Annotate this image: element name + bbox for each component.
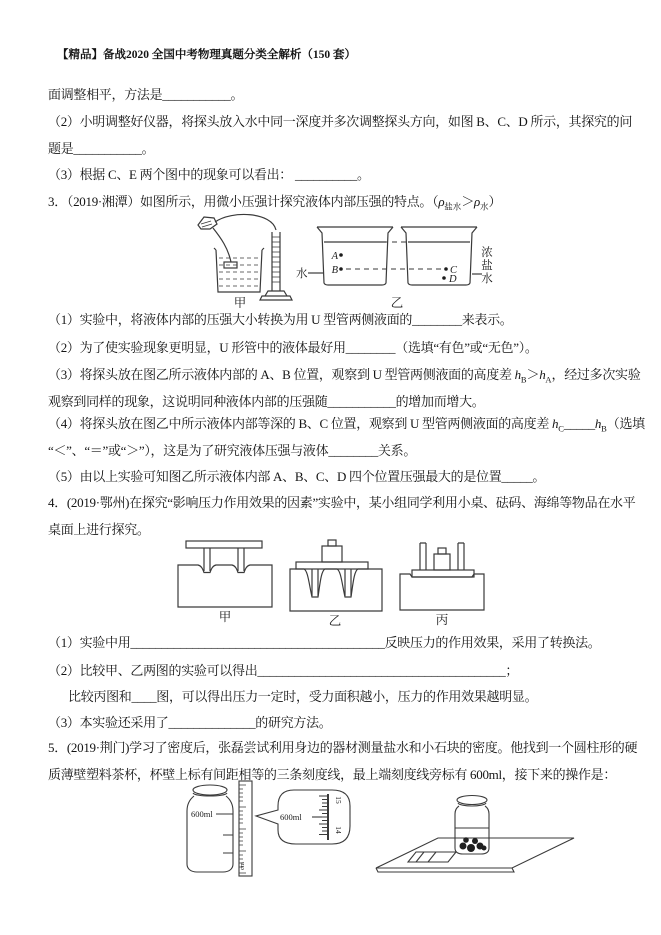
point-a-dot bbox=[339, 253, 343, 257]
ruler bbox=[239, 781, 252, 876]
pebbles bbox=[460, 837, 487, 852]
table-top-bing bbox=[412, 570, 474, 577]
manometer-scale-ticks bbox=[272, 237, 280, 282]
item-text: （选填 bbox=[606, 416, 645, 431]
paper-on-board bbox=[408, 852, 456, 862]
point-d-dot bbox=[442, 276, 446, 280]
table-top-jia bbox=[186, 541, 262, 548]
ruler-unit-label: cm bbox=[239, 862, 246, 870]
item-text: （3）将探头放在图乙所示液体内部的 A、B 位置，观察到 U 型管两侧液面的高度差 bbox=[48, 367, 515, 382]
brine-label-char3: 水 bbox=[481, 273, 493, 285]
hose-top bbox=[215, 214, 276, 230]
sponge-bing bbox=[400, 574, 484, 610]
cup-volume-label: 600ml bbox=[191, 809, 213, 819]
ruler-reading-14: 14 bbox=[334, 826, 343, 834]
height-subscript-b: B bbox=[601, 423, 607, 434]
beaker-brine bbox=[401, 227, 477, 285]
fill-in-blank: _____ bbox=[563, 416, 595, 431]
item-text: （4）将探头放在图乙中所示液体内部等深的 B、C 位置，观察到 U 型管两侧液面的高度差 bbox=[48, 416, 552, 431]
rho-symbol: ρ bbox=[438, 194, 445, 209]
question3-item2: （2）为了使实验现象更明显，U 形管中的液体最好用________（选填“有色”或“无色”）。 bbox=[48, 340, 538, 355]
point-b-dot bbox=[339, 267, 343, 271]
beaker-jia bbox=[214, 248, 264, 292]
manometer-group bbox=[198, 214, 292, 300]
question4-stem-line1: 4．(2019·鄂州)在探究“影响压力作用效果的因素”实验中，某小组同学利用小桌、砝码、海绵等物品在水平 bbox=[48, 495, 636, 510]
label-yi: 乙 bbox=[390, 296, 404, 308]
rho-symbol: ρ bbox=[474, 194, 480, 209]
label-jia: 甲 bbox=[218, 610, 232, 624]
point-a-label: A bbox=[331, 251, 338, 262]
table-top-yi bbox=[296, 562, 368, 569]
label-jia: 甲 bbox=[233, 296, 247, 308]
cup-body bbox=[187, 796, 233, 872]
jar-lid bbox=[457, 796, 487, 805]
question3-item3-line2: 观察到同样的现象，这说明同种液体内部的压强随___________的增加而增大。 bbox=[48, 394, 485, 409]
brine-label-char1: 浓 bbox=[481, 247, 493, 259]
figure-q3-pressure-gauge bbox=[188, 212, 510, 308]
question3-item4-line1 bbox=[48, 413, 645, 434]
hand-fingers bbox=[201, 221, 212, 227]
question3-stem bbox=[48, 191, 501, 213]
point-c-dot bbox=[444, 267, 448, 271]
sponge-yi bbox=[290, 569, 382, 611]
comparison-sign: ＞ bbox=[461, 194, 475, 209]
height-subscript-c: C bbox=[558, 423, 564, 434]
weight-body-yi bbox=[322, 546, 342, 562]
document-header-title: 【精品】备战2020 全国中考物理真题分类全解析（150 套） bbox=[57, 49, 356, 61]
rho-subscript-water: 水 bbox=[479, 201, 489, 212]
question4-item1: （1）实验中用_________________________________________反映压力的作用效果，采用了转换法。 bbox=[48, 635, 601, 650]
figure-q4-pressure-effect bbox=[172, 538, 496, 632]
question4-item3: （3）本实验还采用了______________的研究方法。 bbox=[48, 715, 332, 730]
ruler-reading-15: 15 bbox=[334, 796, 343, 804]
question3-item3-line1 bbox=[48, 364, 640, 385]
question3-item1: （1）实验中，将液体内部的压强大小转换为用 U 型管两侧液面的________来表示。 bbox=[48, 312, 513, 327]
height-subscript-b: B bbox=[520, 374, 527, 385]
weight-knob-yi bbox=[328, 540, 336, 546]
table-legs-yi bbox=[312, 569, 351, 596]
height-symbol: h bbox=[594, 416, 602, 431]
question4-item2-line1: （2）比较甲、乙两图的实验可以得出________________________________________； bbox=[48, 663, 519, 678]
weight-body-bing bbox=[434, 554, 450, 570]
label-yi: 乙 bbox=[328, 614, 342, 628]
sponge-jia bbox=[178, 565, 272, 607]
figure-q5-density-setup bbox=[178, 780, 582, 884]
question2-item3: （3）根据 C、E 两个图中的现象可以看出： __________。 bbox=[48, 167, 370, 182]
hand-icon bbox=[198, 217, 217, 229]
question2-item2-line2: 题是___________。 bbox=[48, 141, 155, 156]
cup-lid bbox=[193, 785, 227, 795]
label-bing: 丙 bbox=[435, 613, 449, 627]
height-symbol: h bbox=[514, 367, 521, 382]
question2-item2-line1: （2）小明调整好仪器，将探头放入水中同一深度并多次调整探头方向，如图 B、C、D 所示，其探究的问 bbox=[48, 114, 633, 129]
question4-stem-line2: 桌面上进行探究。 bbox=[48, 522, 150, 537]
point-d-label: D bbox=[449, 274, 457, 285]
point-c-label: C bbox=[450, 265, 458, 276]
question3-item4-line2: “＜”、“＝”或“＞”），这是为了研究液体压强与液体________关系。 bbox=[48, 443, 417, 458]
weight-knob-bing bbox=[438, 548, 446, 554]
table-legs-up-bing bbox=[420, 543, 464, 570]
question4-item2-line2: 比较丙图和____图，可以得出压力一定时，受力面积越小，压力的作用效果越明显。 bbox=[68, 689, 538, 704]
item-text: ，经过多次实验 bbox=[551, 367, 641, 382]
brine-label-char2: 盐 bbox=[481, 260, 493, 272]
rho-subscript-brine: 盐水 bbox=[444, 201, 462, 212]
height-subscript-a: A bbox=[545, 374, 552, 385]
manometer-stand-base bbox=[260, 291, 292, 300]
beaker-water bbox=[317, 227, 393, 285]
ruler-ticks bbox=[239, 785, 246, 873]
callout-volume-label: 600ml bbox=[280, 812, 302, 822]
question5-stem-line1: 5．(2019·荆门)学习了密度后，张磊尝试利用身边的器材测量盐水和小石块的密度。他找到一个圆柱形的硬 bbox=[48, 740, 638, 755]
question2-continuation-line: 面调整相平，方法是___________。 bbox=[48, 87, 244, 102]
question5-stem-line2: 质薄壁塑料茶杯，杯壁上标有间距相等的三条刻度线，最上端刻度线旁标有 600ml，接下来的操作是： bbox=[48, 767, 617, 782]
height-symbol: h bbox=[551, 416, 559, 431]
hose-to-probe bbox=[213, 228, 231, 262]
point-b-label: B bbox=[331, 265, 338, 276]
stem-text: ） bbox=[488, 194, 502, 209]
table-legs-jia bbox=[204, 548, 244, 571]
comparison-sign: ＞ bbox=[526, 367, 540, 382]
stem-text: 3．（2019·湘潭）如图所示，用微小压强计探究液体内部压强的特点。（ bbox=[48, 194, 439, 209]
magnified-ruler-ticks bbox=[319, 796, 327, 835]
water-label: 水 bbox=[296, 268, 308, 280]
question3-item5: （5）由以上实验可知图乙所示液体内部 A、B、C、D 四个位置压强最大的是位置_____。 bbox=[48, 469, 546, 484]
cup-lower-ticks bbox=[223, 835, 233, 853]
height-symbol: h bbox=[539, 367, 546, 382]
